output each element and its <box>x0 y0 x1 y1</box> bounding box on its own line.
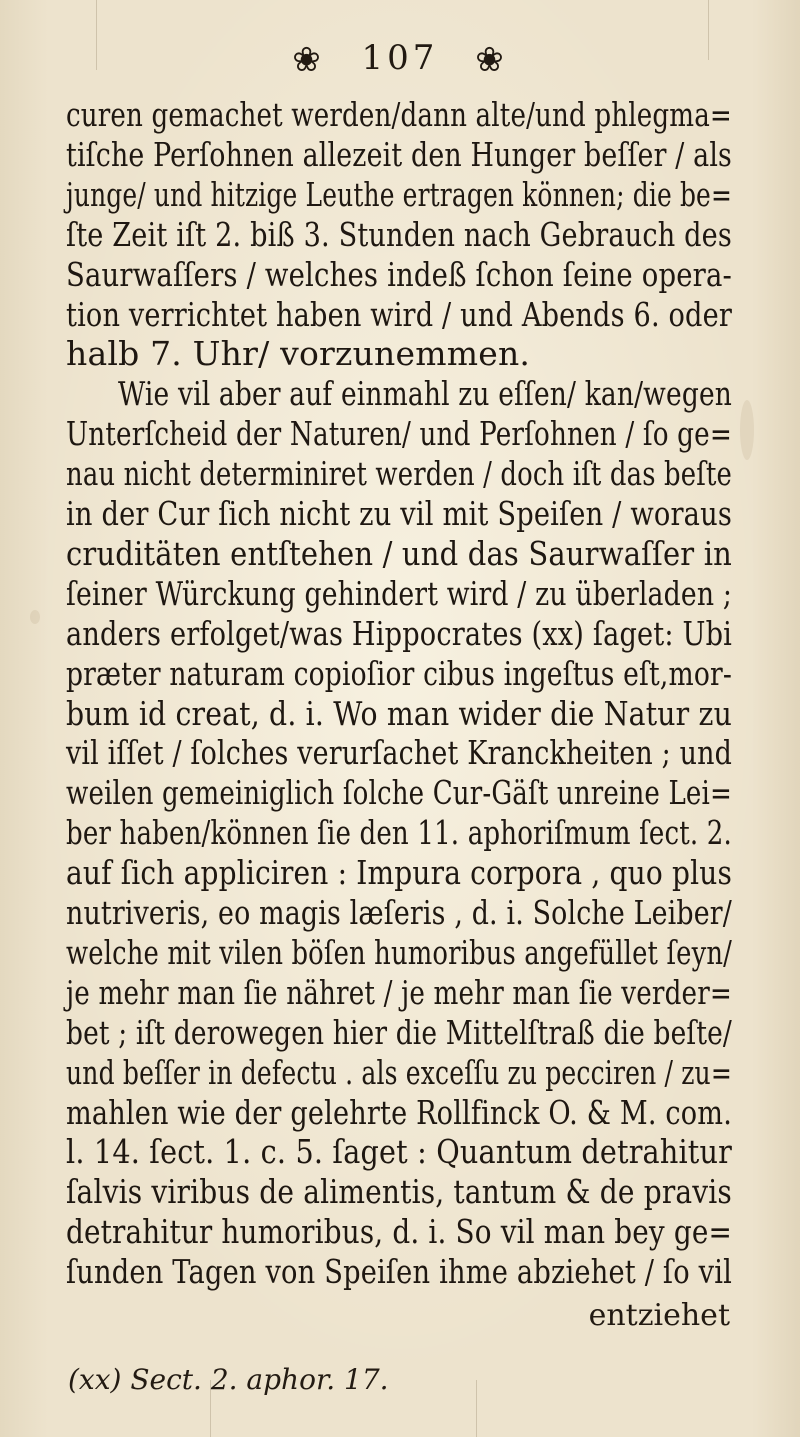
text-line: welche mit vilen böſen humoribus angefüllet ſeyn/ <box>66 932 732 972</box>
text-line: præter naturam copioſior cibus ingeſtus eſt,mor- <box>66 653 732 693</box>
text-line: in der Cur ſich nicht zu vil mit Speiſen / woraus <box>66 494 732 533</box>
text-line: vil iſſet / ſolches verurſachet Kranckheiten ; und <box>66 733 732 773</box>
page-header <box>0 38 800 80</box>
text-line: detrahitur humoribus, d. i. So vil man bey ge= <box>66 1212 732 1252</box>
text-line: und beſſer in defectu . als exceſſu zu pecciren / zu= <box>66 1052 732 1092</box>
text-line: auf ſich appliciren : Impura corpora , quo plus <box>66 853 732 893</box>
text-line: halb 7. Uhr/ vorzunemmen. <box>66 334 531 374</box>
text-line: ſte Zeit iſt 2. biß 3. Stunden nach Gebrauch des <box>66 214 732 254</box>
text-line: Saurwaſſers / welches indeß ſchon ſeine opera- <box>66 254 732 294</box>
ornament-left-icon: ❀ <box>292 40 325 80</box>
text-line: ſalvis viribus de alimentis, tantum & de pravis <box>66 1172 732 1212</box>
text-line: Unterſcheid der Naturen/ und Perſohnen / ſo ge= <box>66 414 732 454</box>
text-line: ſunden Tagen von Speiſen ihme abziehet / ſo vil <box>66 1252 732 1292</box>
text-line: curen gemachet werden/dann alte/und phlegma= <box>66 95 732 134</box>
text-line: nutriveris, eo magis læſeris , d. i. Solche Leiber/ <box>66 893 732 932</box>
text-line: bet ; iſt derowegen hier die Mittelſtraß die beſte/ <box>66 1012 732 1052</box>
text-line: tiſche Perſohnen allezeit den Hunger beſſer / als <box>66 134 732 174</box>
text-line: junge/ und hitzige Leuthe ertragen können; die be= <box>66 174 732 214</box>
text-line: weilen gemeiniglich ſolche Cur-Gäſt unreine Lei= <box>66 773 732 813</box>
paper-stain <box>740 400 754 460</box>
text-line: ber haben/können ſie den 11. aphoriſmum ſect. 2. <box>66 813 732 853</box>
text-line: je mehr man ſie nähret / je mehr man ſie verder= <box>66 972 732 1012</box>
paper-stain <box>30 610 40 624</box>
text-line: mahlen wie der gelehrte Rollfinck O. & M. com. <box>66 1092 732 1132</box>
text-line: cruditäten entſtehen / und das Saurwaſſer in <box>66 533 732 573</box>
page-number: 107 <box>361 38 439 78</box>
text-line: ſeiner Würckung gehindert wird / zu überladen ; <box>66 573 732 613</box>
footnote: (xx) Sect. 2. aphor. 17. <box>68 1363 389 1396</box>
text-line: tion verrichtet haben wird / und Abends 6. oder <box>66 294 732 334</box>
text-line: nau nicht determiniret werden / doch iſt das beſte <box>66 454 732 494</box>
catchword: entziehet <box>588 1298 730 1333</box>
text-line: bum id creat, d. i. Wo man wider die Natur zu <box>66 693 732 733</box>
ruling-mark <box>476 1380 477 1437</box>
text-line: l. 14. ſect. 1. c. 5. ſaget : Quantum detrahitur <box>66 1132 732 1172</box>
ornament-right-icon: ❀ <box>475 40 508 80</box>
text-line: anders erfolget/was Hippocrates (xx) ſaget: Ubi <box>66 613 732 653</box>
text-line: Wie vil aber auf einmahl zu eſſen/ kan/wegen <box>118 374 732 414</box>
